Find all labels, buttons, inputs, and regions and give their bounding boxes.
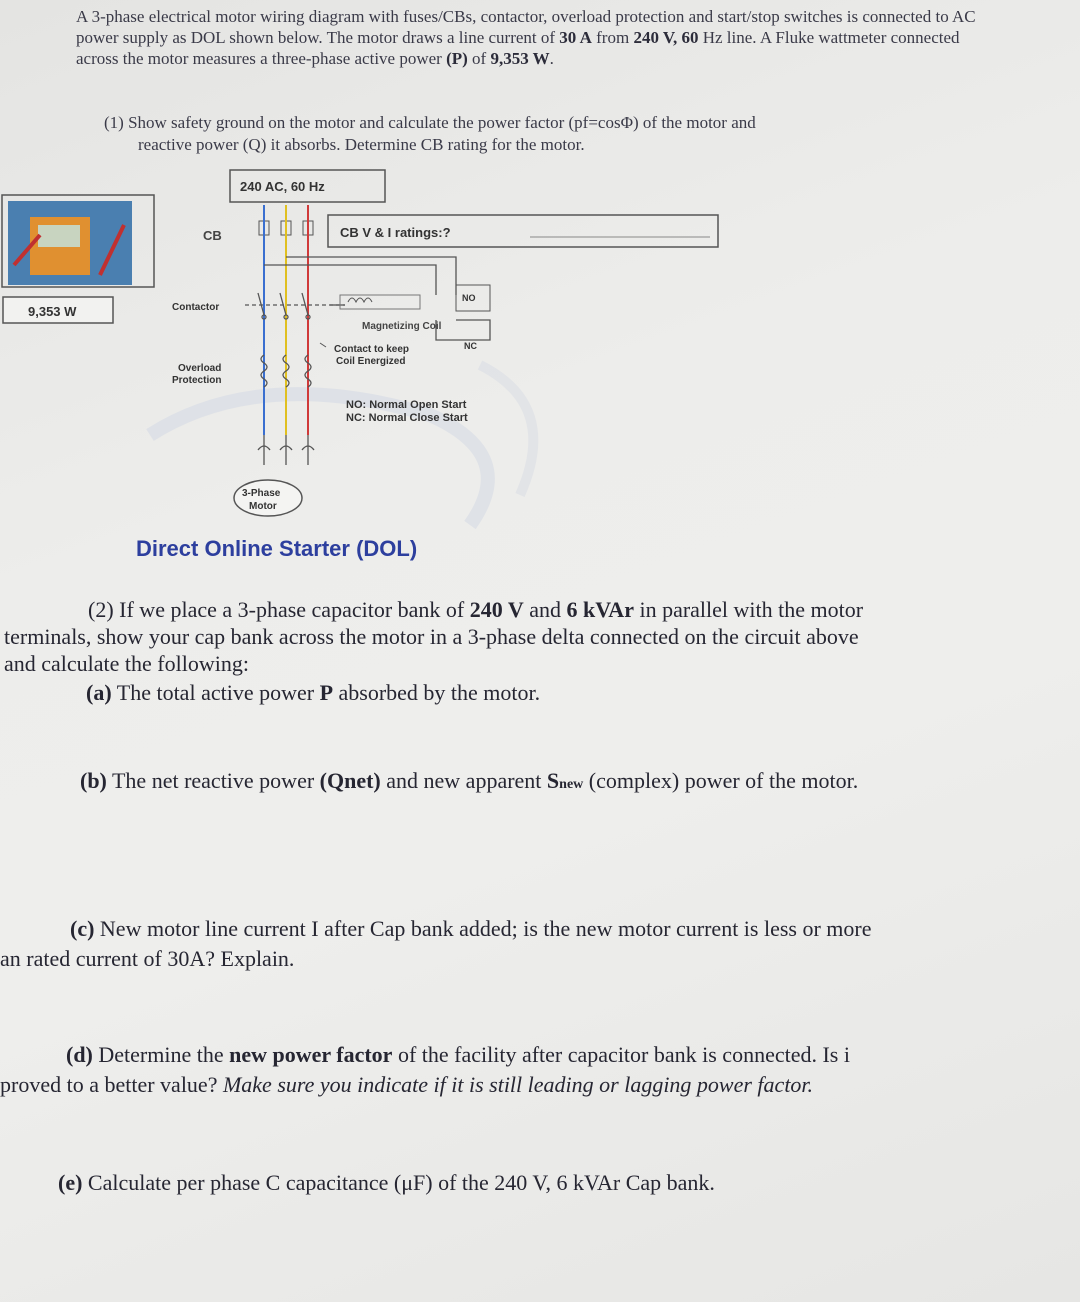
part-d-text: Determine the (92, 1042, 230, 1067)
contactor-label: Contactor (172, 302, 220, 313)
cap-bank-voltage: 240 V (469, 597, 524, 622)
legend-no: NO: Normal Open Start (346, 399, 467, 411)
question-1-line-1: (1) Show safety ground on the motor and calculate the power factor (pf=cosΦ) of the motor and (104, 113, 756, 132)
contactor-contacts (245, 293, 345, 319)
part-e-label: (e) (58, 1170, 83, 1195)
part-b-s-symbol: S (546, 768, 560, 793)
part-a-text: absorbed by the motor. (333, 680, 541, 705)
question-2 (4, 596, 1074, 677)
holding-contact-label-2: Coil Energized (336, 356, 406, 367)
part-c-text: New motor line current I after Cap bank added; is the new motor current is less or more (94, 916, 872, 941)
overload-label-2: Protection (172, 375, 222, 386)
part-e (58, 1168, 715, 1198)
nc-label: NC (464, 341, 477, 351)
question-2-text: and (523, 597, 567, 622)
line-voltage-value: 240 V, 60 (633, 28, 699, 47)
motor-windings (258, 435, 314, 465)
part-c-line-2: an rated current of 30A? Explain. (0, 946, 295, 971)
motor-label-2: Motor (249, 501, 277, 512)
intro-text: . (549, 49, 554, 68)
question-1-line-2: reactive power (Q) it absorbs. Determine CB rating for the motor. (138, 135, 585, 154)
line-current-value: 30 A (559, 28, 592, 47)
part-b-label: (b) (80, 768, 107, 793)
question-2-line-3: and calculate the following: (4, 651, 249, 676)
intro-text: Hz line. A Fluke wattmeter connected across the motor measures a three-phase active power (76, 28, 960, 68)
part-d-text: proved to a better value? (0, 1072, 223, 1097)
part-d (0, 1040, 1080, 1100)
power-symbol: (P) (446, 49, 468, 68)
intro-text: A 3-phase electrical motor wiring diagram with fuses/CBs, contactor, overload protection and start/stop switches is connected to AC power supply as DOL shown below. The motor draws a line current of (76, 7, 976, 47)
overload-label-1: Overload (178, 363, 222, 374)
holding-contact-pointer (320, 343, 326, 347)
holding-contact-label-1: Contact to keep (334, 344, 410, 355)
coil-icon (348, 298, 372, 302)
part-c-line-1 (0, 914, 1080, 944)
part-b-subscript: new (559, 777, 584, 792)
part-b-text: The net reactive power (106, 768, 320, 793)
intro-paragraph (76, 6, 1006, 69)
dol-wiring-diagram (0, 165, 760, 565)
magnetizing-coil (340, 295, 420, 309)
question-2-text: in parallel with the motor (633, 597, 864, 622)
wattmeter-screen (38, 225, 80, 247)
question-1 (104, 112, 1009, 156)
wattmeter-reading: 9,353 W (28, 304, 77, 319)
intro-text: from (591, 28, 634, 47)
legend-nc: NC: Normal Close Start (346, 412, 468, 424)
part-b (80, 766, 858, 800)
part-a-label: (a) (86, 680, 112, 705)
part-d-emphasis: new power factor (229, 1042, 393, 1067)
part-a-symbol: P (319, 680, 334, 705)
power-value: 9,353 W (490, 49, 550, 68)
part-d-line-2 (0, 1070, 1080, 1100)
no-label: NO (462, 293, 476, 303)
diagram-title: Direct Online Starter (DOL) (136, 536, 418, 561)
part-d-line-1 (0, 1040, 1080, 1070)
part-c-label: (c) (70, 916, 95, 941)
part-d-label: (d) (66, 1042, 93, 1067)
part-c (0, 914, 1080, 974)
part-b-symbol: (Qnet) (319, 768, 381, 793)
part-a-text: The total active power (111, 680, 320, 705)
question-2-text: (2) If we place a 3-phase capacitor bank of (88, 597, 470, 622)
part-d-italic-note: Make sure you indicate if it is still leading or lagging power factor. (222, 1072, 814, 1097)
question-2-line-1 (4, 596, 1074, 623)
part-b-text: and new apparent (380, 768, 547, 793)
cap-bank-rating: 6 kVAr (566, 597, 634, 622)
question-2-line-2: terminals, show your cap bank across the motor in a 3-phase delta connected on the circuit above (4, 624, 859, 649)
part-e-text: Calculate per phase C capacitance (μF) of the 240 V, 6 kVAr Cap bank. (82, 1170, 715, 1195)
coil-label: Magnetizing Coil (362, 321, 442, 332)
cb-label: CB (203, 228, 222, 243)
supply-label: 240 AC, 60 Hz (240, 179, 325, 194)
cb-ratings-label: CB V & I ratings:? (340, 225, 451, 240)
part-a (86, 678, 540, 708)
motor-label-1: 3-Phase (242, 488, 281, 499)
part-d-text: of the facility after capacitor bank is connected. Is i (392, 1042, 850, 1067)
part-b-text: (complex) power of the motor. (583, 768, 859, 793)
intro-text: of (467, 49, 491, 68)
